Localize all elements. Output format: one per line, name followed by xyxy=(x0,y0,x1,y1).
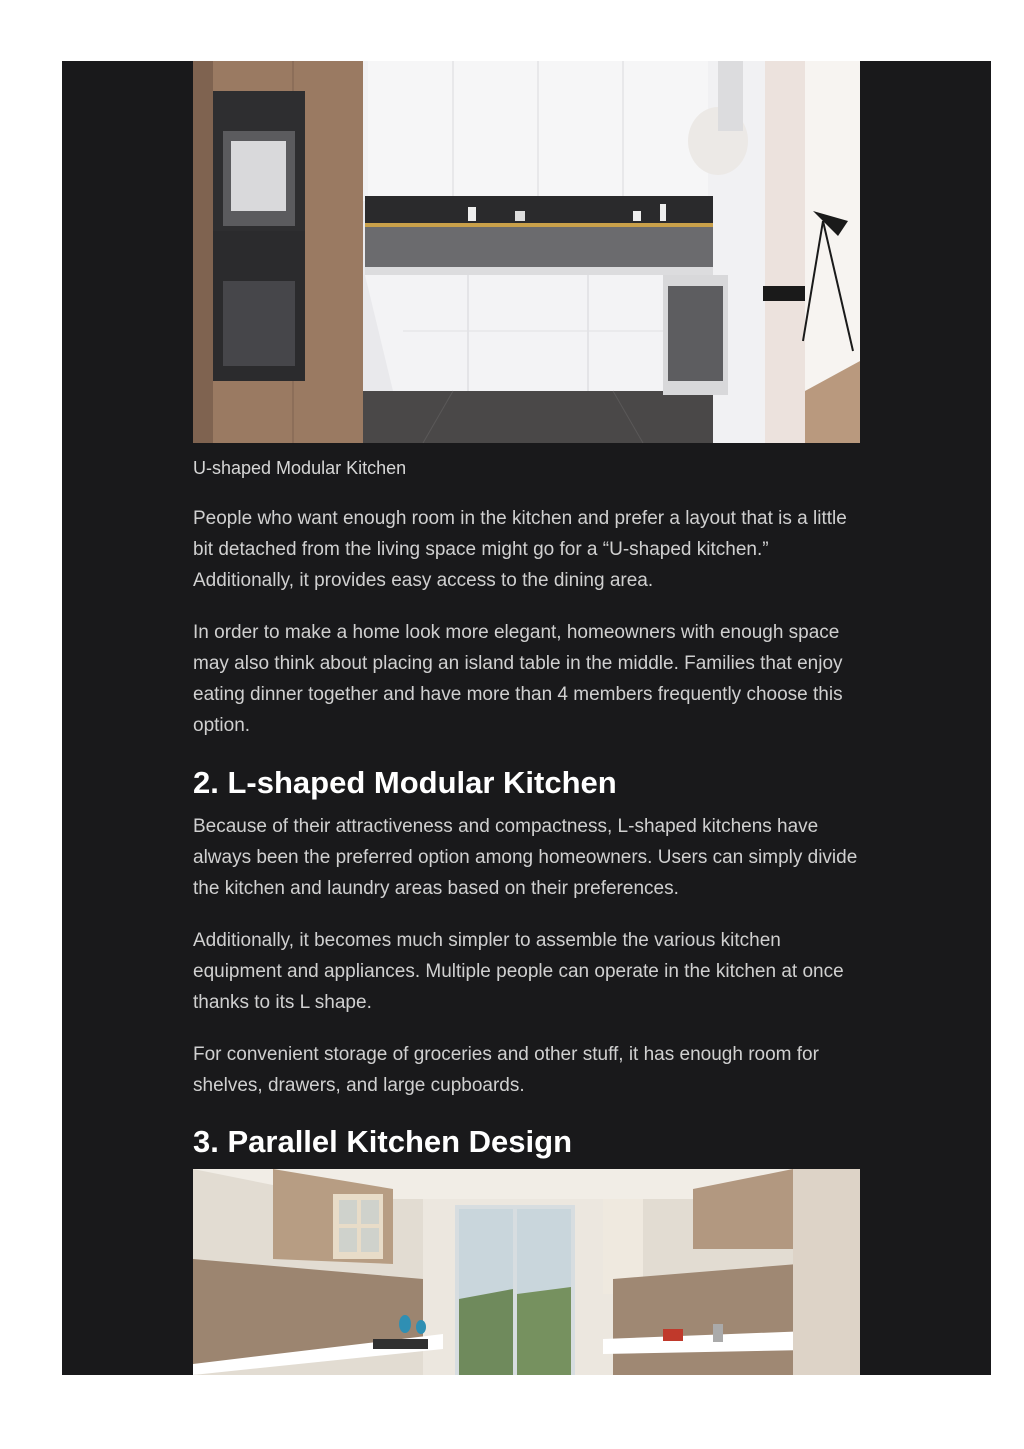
article-page xyxy=(62,61,991,1375)
section-heading-l-shaped: 2. L-shaped Modular Kitchen xyxy=(193,765,617,800)
section-paragraph: For convenient storage of groceries and other stuff, it has enough room for shelves, drawers, and large cupboards. xyxy=(193,1044,819,1096)
intro-paragraph: In order to make a home look more elegant, homeowners with enough space may also think about placing an island table in the middle. Families that enjoy eating dinner together and have more than 4 members frequently choose this option. xyxy=(193,622,843,736)
section-heading-parallel: 3. Parallel Kitchen Design xyxy=(193,1124,573,1159)
figure-caption: U-shaped Modular Kitchen xyxy=(193,458,407,478)
parallel-kitchen-image xyxy=(193,1169,860,1375)
intro-paragraph: People who want enough room in the kitchen and prefer a layout that is a little bit detached from the living space might go for a “U-shaped kitchen.” Additionally, it provides easy access to the dining area. xyxy=(193,508,847,591)
section-paragraph: Because of their attractiveness and compactness, L-shaped kitchens have always been the preferred option among homeowners. Users can simply divide the kitchen and laundry areas based on their preferences. xyxy=(193,816,858,899)
section-paragraph: Additionally, it becomes much simpler to assemble the various kitchen equipment and appliances. Multiple people can operate in the kitchen at once thanks to its L shape. xyxy=(193,930,844,1013)
u-shaped-kitchen-image xyxy=(193,61,860,443)
